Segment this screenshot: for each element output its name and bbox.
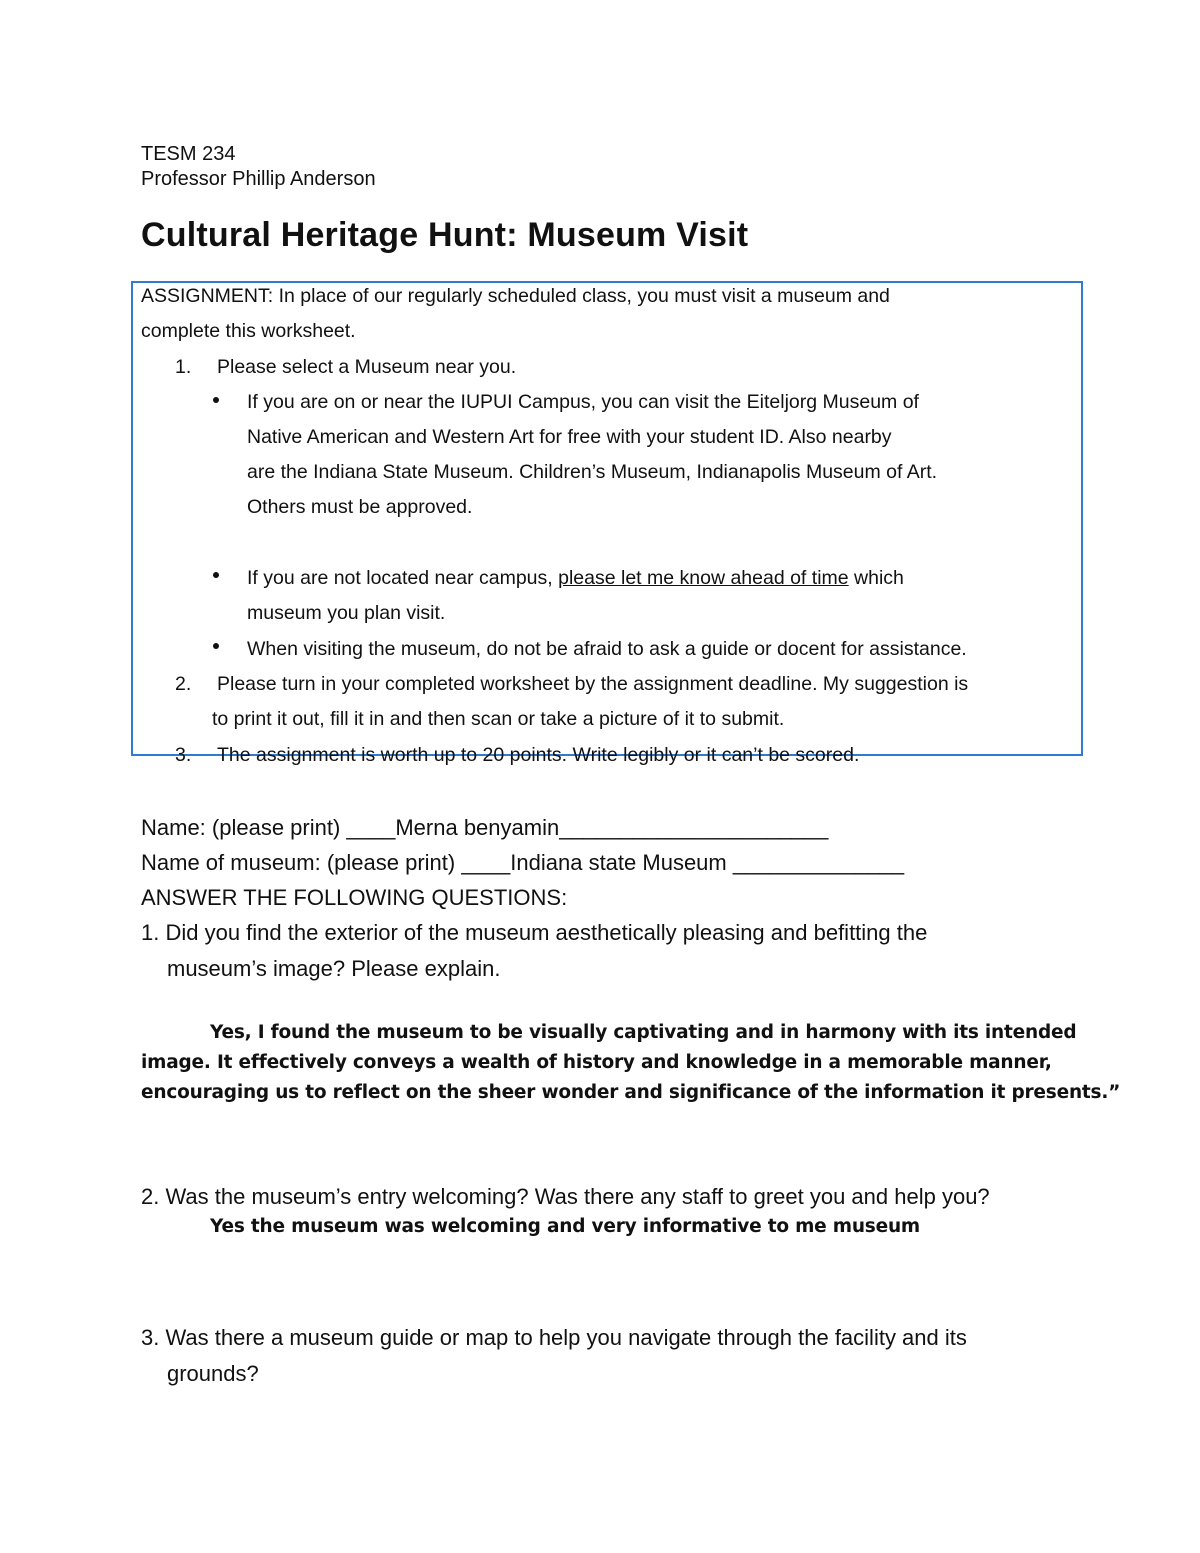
bullet-dot-icon <box>213 643 219 649</box>
item-1-number: 1. <box>175 356 192 378</box>
bullet-3: When visiting the museum, do not be afraid to ask a guide or docent for assistance. <box>247 638 967 660</box>
bullet-1-line3: are the Indiana State Museum. Children’s Museum, Indianapolis Museum of Art. <box>247 461 938 483</box>
item-2-line1: Please turn in your completed worksheet by the assignment deadline. My suggestion is <box>217 673 969 695</box>
bullet-2-text-pre: If you are not located near campus, <box>247 567 559 589</box>
professor-name: Professor Phillip Anderson <box>141 168 376 190</box>
questions-heading: ANSWER THE FOLLOWING QUESTIONS: <box>141 885 568 910</box>
bullet-2-line1 <box>247 567 904 590</box>
item-2-line2: to print it out, fill it in and then scan or take a picture of it to submit. <box>212 708 785 730</box>
student-name-field: Name: (please print) ____Merna benyamin______________________ <box>141 815 829 840</box>
item-3-number: 3. <box>175 744 192 766</box>
answer-2-line1: Yes the museum was welcoming and very informative to me museum <box>210 1216 921 1237</box>
bullet-1-line4: Others must be approved. <box>247 496 473 518</box>
ahead-of-time-note: please let me know ahead of time <box>558 567 849 589</box>
bullet-2-line2: museum you plan visit. <box>247 602 446 624</box>
assignment-intro-line1: ASSIGNMENT: In place of our regularly scheduled class, you must visit a museum and <box>141 285 890 307</box>
item-1-text: Please select a Museum near you. <box>217 356 517 378</box>
bullet-dot-icon <box>213 397 219 403</box>
museum-name-field: Name of museum: (please print) ____Indiana state Museum ______________ <box>141 850 905 875</box>
answer-1-line1: Yes, I found the museum to be visually captivating and in harmony with its intended <box>210 1022 1077 1043</box>
item-3-text: The assignment is worth up to 20 points. Write legibly or it can’t be scored. <box>217 744 860 766</box>
bullet-dot-icon <box>213 572 219 578</box>
item-2-number: 2. <box>175 673 192 695</box>
course-code: TESM 234 <box>141 143 236 165</box>
bullet-1-line1: If you are on or near the IUPUI Campus, you can visit the Eiteljorg Museum of <box>247 391 919 413</box>
answer-1-line2: image. It effectively conveys a wealth of history and knowledge in a memorable manner, <box>141 1052 1052 1073</box>
assignment-intro-line2: complete this worksheet. <box>141 320 356 342</box>
bullet-2-text-post: which <box>848 567 904 589</box>
page-title: Cultural Heritage Hunt: Museum Visit <box>141 216 749 254</box>
bullet-1-line2: Native American and Western Art for free with your student ID. Also nearby <box>247 426 892 448</box>
question-1-line2: museum’s image? Please explain. <box>167 956 501 981</box>
question-2-line1: 2. Was the museum’s entry welcoming? Was there any staff to greet you and help you? <box>141 1184 990 1209</box>
question-3-line2: grounds? <box>167 1361 259 1386</box>
answer-1-line3: encouraging us to reflect on the sheer wonder and significance of the information it presents.” <box>141 1082 1121 1103</box>
question-1-line1: 1. Did you find the exterior of the museum aesthetically pleasing and befitting the <box>141 920 928 945</box>
question-3-line1: 3. Was there a museum guide or map to help you navigate through the facility and its <box>141 1325 967 1350</box>
